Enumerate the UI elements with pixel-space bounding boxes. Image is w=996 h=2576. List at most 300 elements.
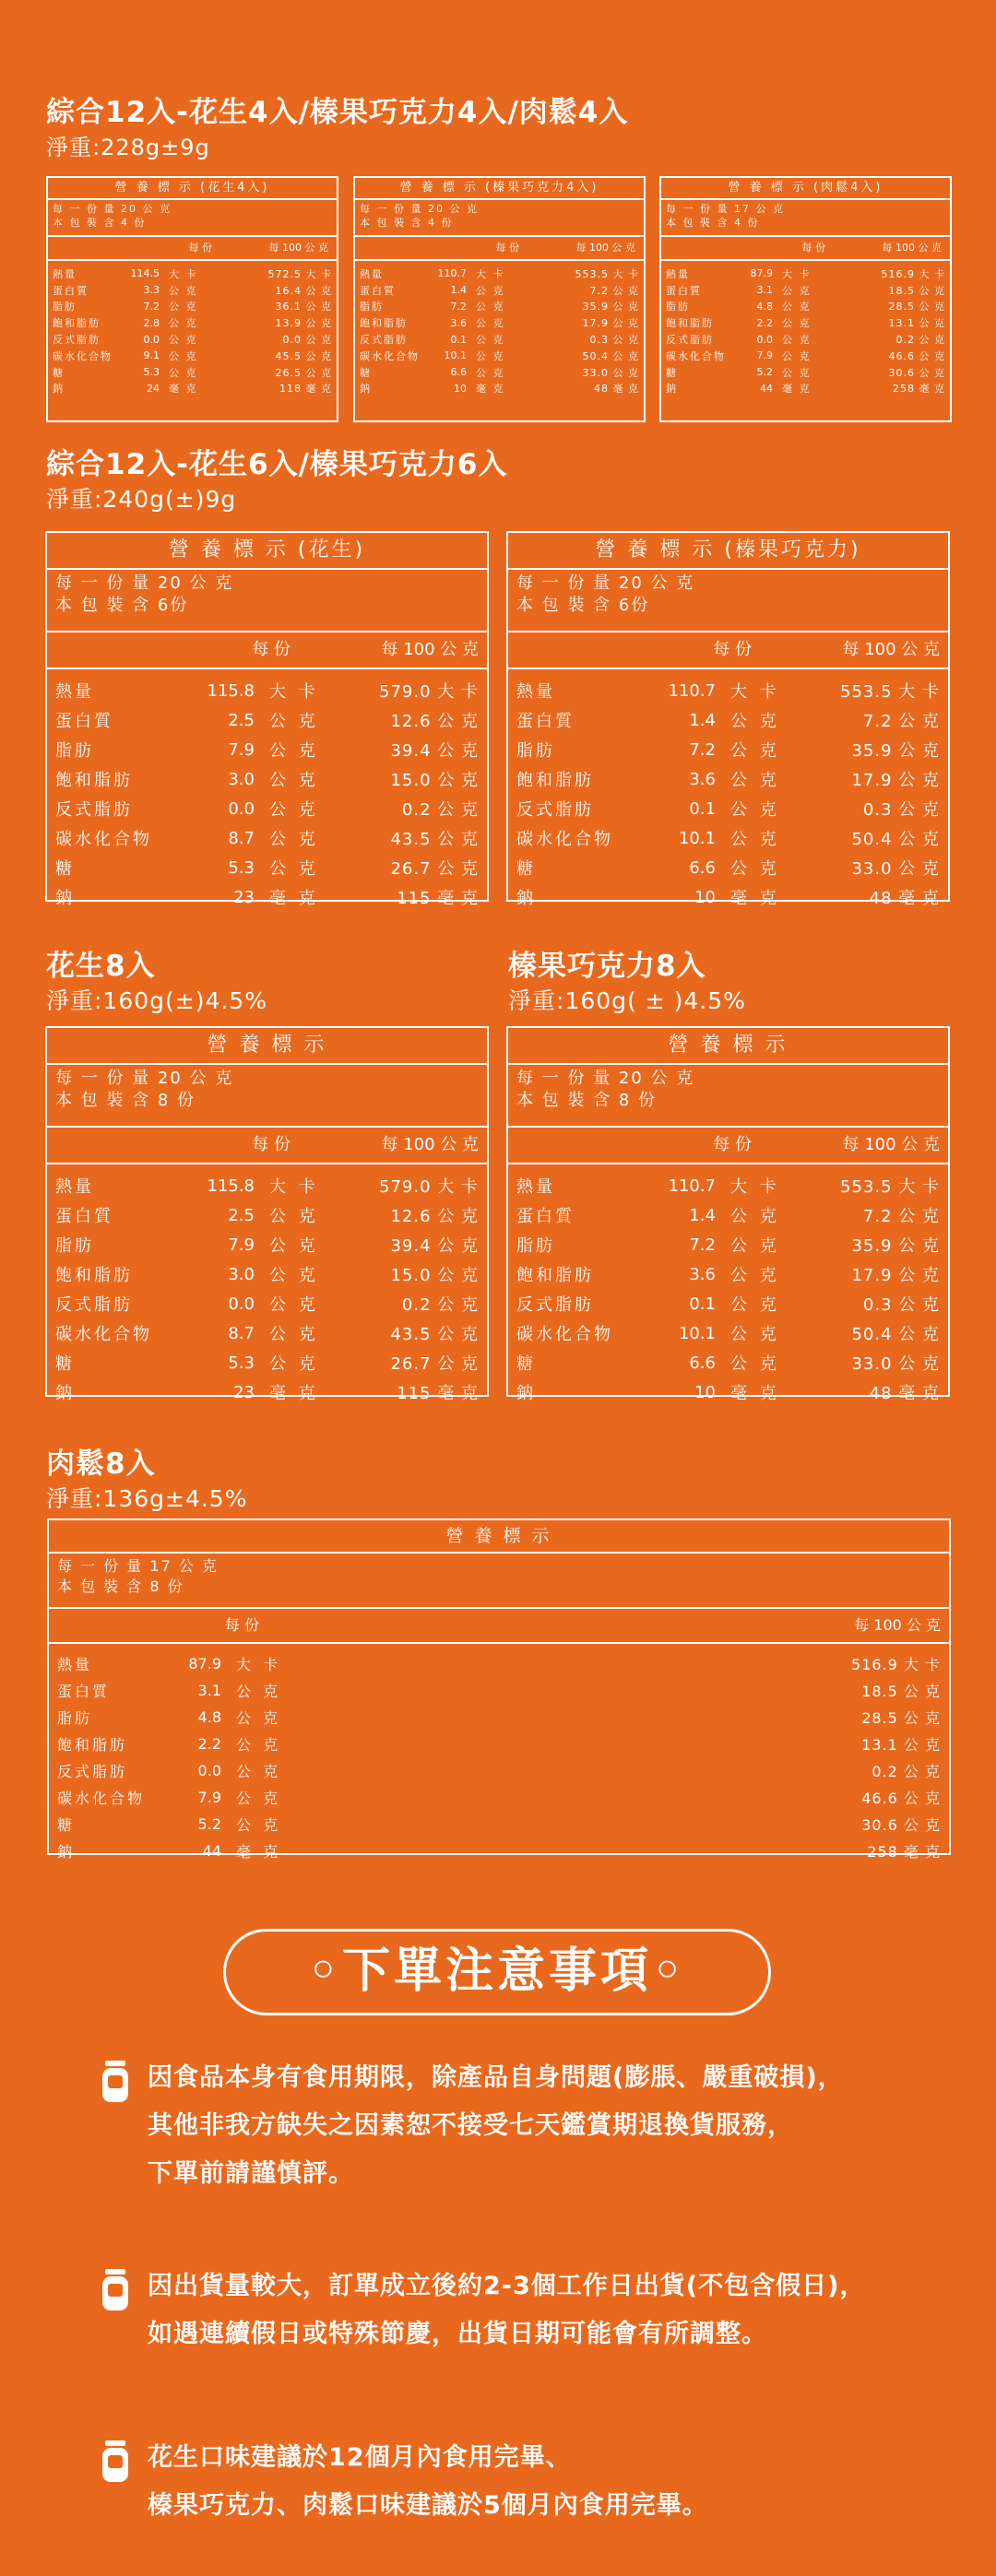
per-serving-value: 2.5 (228, 710, 255, 730)
notice-item (101, 2054, 931, 2202)
notice-item (101, 2263, 931, 2364)
per-100g-value: 30.6 公 克 (861, 1816, 941, 1834)
per-100g-value: 0.3 公 克 (589, 334, 639, 347)
nutrient-label: 鈉 (666, 383, 678, 396)
per-serving-unit: 公 克 (169, 317, 198, 330)
per-serving-value: 0.0 (228, 1294, 255, 1314)
nutrient-label: 飽和脂肪 (53, 317, 101, 330)
nutrient-row (508, 705, 948, 735)
serving-info (47, 570, 487, 632)
pack-count: 本 包 裝 含 6份 (516, 596, 650, 615)
nutrition-table (46, 176, 338, 422)
per-100g-value: 115 毫 克 (397, 1384, 479, 1403)
nutrient-row (48, 331, 337, 348)
per-serving-unit: 大 卡 (269, 682, 319, 702)
nutrient-row (355, 331, 644, 348)
nutrient-label: 反式脂肪 (57, 1763, 128, 1780)
per-serving-unit: 大 卡 (730, 682, 780, 702)
per-serving-unit: 公 克 (269, 1295, 319, 1315)
per-100g-value: 43.5 公 克 (390, 830, 479, 849)
section-title: 榛果巧克力8入 (508, 950, 706, 983)
nutrient-label: 糖 (53, 366, 65, 379)
per-100g-value: 516.9 大 卡 (881, 267, 945, 280)
serving-info (508, 570, 948, 632)
per-serving-unit: 公 克 (782, 349, 812, 362)
nutrient-row (47, 764, 487, 794)
per-serving-unit: 公 克 (782, 334, 812, 347)
col-per-serving: 每 份 (801, 242, 825, 254)
column-header (355, 237, 644, 261)
per-serving-unit: 公 克 (476, 317, 505, 330)
jar-icon (101, 2268, 129, 2312)
nutrient-label: 反式脂肪 (516, 1295, 594, 1315)
per-serving-unit: 公 克 (476, 301, 505, 313)
nutrient-label: 脂肪 (516, 1236, 555, 1256)
nutrient-row (355, 299, 644, 315)
nutrient-row (47, 794, 487, 823)
nutrient-label: 反式脂肪 (360, 334, 408, 347)
nutrient-row (48, 348, 337, 364)
nutrient-row (47, 1171, 487, 1200)
column-header (49, 1609, 949, 1644)
nutrient-label: 蛋白質 (516, 712, 575, 731)
per-100g-value: 7.2 公 克 (862, 712, 940, 731)
nutrient-row (355, 381, 644, 397)
per-serving-unit: 公 克 (730, 1236, 780, 1256)
per-serving-value: 24 (147, 382, 160, 395)
serving-size: 每 一 份 量 20 公 克 (53, 203, 172, 215)
nutrient-label: 碳水化合物 (360, 349, 420, 362)
nutrient-row (47, 1377, 487, 1407)
per-100g-value: 50.4 公 克 (582, 349, 639, 362)
per-100g-value: 46.6 公 克 (861, 1790, 941, 1807)
per-serving-unit: 公 克 (730, 741, 780, 761)
per-100g-value: 50.4 公 克 (851, 830, 940, 849)
nutrient-label: 熱量 (666, 267, 690, 280)
per-serving-value: 2.5 (228, 1205, 255, 1225)
per-serving-value: 6.6 (689, 1353, 716, 1373)
per-serving-value: 7.2 (450, 300, 467, 313)
per-serving-value: 10.1 (678, 1323, 716, 1343)
per-serving-value: 7.9 (228, 1235, 255, 1255)
nutrient-label: 熱量 (360, 267, 384, 280)
nutrient-label: 熱量 (516, 1177, 555, 1197)
table-header: 營 養 標 示 (49, 1520, 949, 1554)
section-title: 綜合12入-花生4入/榛果巧克力4入/肉鬆4入 (46, 96, 629, 129)
nutrient-row (49, 1784, 949, 1811)
pack-count: 本 包 裝 含 6份 (55, 596, 189, 615)
per-serving-unit: 公 克 (782, 317, 812, 330)
per-100g-value: 516.9 大 卡 (851, 1656, 941, 1673)
table-header: 營 養 標 示 (肉鬆4入) (661, 178, 950, 200)
serving-info (661, 200, 950, 237)
per-serving-value: 87.9 (750, 267, 773, 280)
per-serving-unit: 公 克 (269, 1354, 319, 1374)
per-serving-unit: 公 克 (269, 712, 319, 731)
nutrient-label: 反式脂肪 (55, 1295, 133, 1315)
nutrient-label: 脂肪 (53, 301, 77, 313)
notice-title: ◦下單注意事項◦ (223, 1929, 771, 2015)
nutrient-label: 糖 (516, 859, 536, 879)
per-100g-value: 12.6 公 克 (390, 1207, 479, 1226)
per-100g-value: 28.5 公 克 (861, 1709, 941, 1727)
per-serving-unit: 毫 克 (169, 383, 198, 396)
net-weight: 淨重:160g(±)4.5% (46, 987, 267, 1014)
per-100g-value: 13.1 公 克 (888, 317, 945, 330)
per-100g-value: 39.4 公 克 (390, 1236, 479, 1256)
per-serving-unit: 大 卡 (782, 267, 812, 280)
per-100g-value: 26.5 公 克 (275, 366, 332, 379)
per-serving-unit: 毫 克 (236, 1843, 282, 1861)
per-100g-value: 16.4 公 克 (275, 284, 332, 297)
per-serving-value: 110.7 (668, 680, 716, 701)
per-serving-value: 10 (694, 1382, 716, 1402)
per-serving-unit: 公 克 (730, 859, 780, 879)
nutrient-row (508, 823, 948, 853)
per-serving-value: 0.1 (689, 798, 716, 819)
col-per-100g: 每 100 公 克 (268, 242, 328, 254)
nutrient-row (48, 381, 337, 397)
nutrient-label: 熱量 (55, 682, 94, 702)
per-100g-value: 0.0 公 克 (282, 334, 332, 347)
nutrient-row (48, 266, 337, 282)
nutrient-row (47, 1230, 487, 1259)
nutrient-row (661, 331, 950, 348)
pack-count: 本 包 裝 含 4 份 (53, 217, 147, 229)
per-100g-value: 0.2 公 克 (872, 1763, 941, 1780)
nutrient-label: 飽和脂肪 (666, 317, 714, 330)
nutrient-label: 糖 (55, 859, 75, 879)
per-serving-value: 10 (694, 887, 716, 907)
nutrient-label: 碳水化合物 (55, 830, 152, 849)
table-header: 營 養 標 示 (花生4入) (48, 178, 337, 200)
nutrient-row (508, 764, 948, 794)
notice-line: 如遇連續假日或特殊節慶，出貨日期可能會有所調整。 (148, 2320, 767, 2348)
nutrient-row (47, 1259, 487, 1289)
per-serving-unit: 大 卡 (236, 1656, 282, 1673)
col-per-100g: 每 100 公 克 (381, 640, 479, 659)
per-serving-unit: 公 克 (236, 1736, 282, 1754)
per-serving-value: 7.9 (228, 739, 255, 760)
per-serving-value: 3.6 (689, 769, 716, 789)
nutrient-rows (48, 261, 337, 396)
nutrient-label: 脂肪 (55, 1236, 94, 1256)
nutrition-table (506, 531, 950, 908)
nutrient-row (508, 853, 948, 882)
per-serving-unit: 公 克 (169, 349, 198, 362)
nutrient-row (49, 1811, 949, 1837)
net-weight: 淨重:160g( ± )4.5% (508, 987, 746, 1014)
per-100g-value: 17.9 公 克 (851, 1266, 940, 1285)
per-serving-value: 3.0 (228, 1264, 255, 1284)
per-100g-value: 0.3 公 克 (862, 800, 940, 820)
notice-text (148, 2263, 865, 2358)
per-100g-value: 0.3 公 克 (862, 1295, 940, 1315)
nutrient-row (47, 1348, 487, 1377)
per-serving-value: 6.6 (450, 366, 467, 379)
per-serving-value: 5.3 (228, 1353, 255, 1373)
nutrient-label: 飽和脂肪 (516, 771, 594, 790)
per-100g-value: 36.1 公 克 (275, 301, 332, 313)
per-100g-value: 0.2 公 克 (401, 1295, 479, 1315)
serving-size: 每 一 份 量 17 公 克 (57, 1557, 219, 1575)
per-serving-value: 8.7 (228, 1323, 255, 1343)
column-header (661, 237, 950, 261)
serving-info (48, 200, 337, 237)
nutrient-label: 蛋白質 (55, 1207, 113, 1226)
per-serving-value: 7.9 (197, 1789, 221, 1806)
nutrient-label: 蛋白質 (360, 284, 396, 297)
nutrient-row (48, 299, 337, 315)
notice-item (101, 2434, 931, 2535)
per-serving-value: 4.8 (197, 1708, 221, 1726)
per-serving-unit: 公 克 (782, 301, 812, 313)
per-serving-unit: 公 克 (236, 1763, 282, 1780)
nutrient-label: 反式脂肪 (666, 334, 714, 347)
nutrient-label: 蛋白質 (516, 1207, 575, 1226)
per-serving-value: 5.2 (197, 1815, 221, 1833)
nutrient-row (508, 1377, 948, 1407)
nutrient-row (508, 1171, 948, 1200)
per-100g-value: 15.0 公 克 (390, 1266, 479, 1285)
nutrient-rows (508, 1164, 948, 1407)
per-100g-value: 13.9 公 克 (275, 317, 332, 330)
section-title: 花生8入 (46, 950, 156, 983)
per-serving-unit: 公 克 (476, 284, 505, 297)
per-serving-value: 10.1 (444, 349, 467, 362)
per-serving-unit: 毫 克 (782, 383, 812, 396)
nutrient-label: 糖 (666, 366, 678, 379)
pack-count: 本 包 裝 含 4 份 (666, 217, 760, 229)
section-title: 綜合12入-花生6入/榛果巧克力6入 (46, 448, 508, 481)
nutrient-row (508, 794, 948, 823)
per-100g-value: 258 毫 克 (867, 1843, 941, 1861)
per-100g-value: 553.5 大 卡 (840, 1177, 940, 1197)
col-per-serving: 每 份 (252, 1135, 290, 1154)
per-serving-value: 7.2 (143, 300, 160, 313)
nutrient-label: 熱量 (55, 1177, 94, 1197)
per-serving-unit: 毫 克 (730, 1384, 780, 1403)
nutrient-row (49, 1677, 949, 1704)
nutrient-label: 糖 (55, 1354, 75, 1374)
per-serving-unit: 公 克 (236, 1790, 282, 1807)
nutrient-row (48, 364, 337, 381)
nutrition-table (47, 1518, 951, 1861)
table-header: 營 養 標 示 (47, 1028, 487, 1065)
per-serving-unit: 公 克 (269, 830, 319, 849)
per-serving-unit: 公 克 (730, 1325, 780, 1344)
per-serving-value: 0.1 (450, 333, 467, 346)
nutrient-row (49, 1757, 949, 1784)
per-serving-value: 3.1 (756, 284, 773, 297)
per-serving-value: 115.8 (207, 680, 255, 701)
column-header (48, 237, 337, 261)
section-title: 肉鬆8入 (46, 1448, 156, 1481)
table-header: 營 養 標 示 (花生) (47, 533, 487, 570)
net-weight: 淨重:240g(±)9g (46, 486, 237, 513)
per-serving-unit: 公 克 (269, 1207, 319, 1226)
per-serving-unit: 公 克 (169, 301, 198, 313)
nutrient-label: 脂肪 (55, 741, 94, 761)
per-serving-unit: 公 克 (269, 741, 319, 761)
nutrient-label: 熱量 (57, 1656, 93, 1673)
per-100g-value: 43.5 公 克 (390, 1325, 479, 1344)
nutrient-row (508, 676, 948, 705)
nutrient-label: 飽和脂肪 (55, 771, 133, 790)
nutrient-label: 碳水化合物 (666, 349, 726, 362)
per-serving-unit: 大 卡 (730, 1177, 780, 1197)
nutrient-row (508, 1200, 948, 1230)
per-serving-value: 7.2 (689, 739, 716, 760)
per-serving-unit: 公 克 (236, 1709, 282, 1727)
col-per-100g: 每 100 公 克 (842, 1135, 940, 1154)
nutrient-row (661, 282, 950, 299)
per-serving-value: 3.6 (450, 316, 467, 329)
nutrient-row (355, 266, 644, 282)
notice-text (148, 2054, 844, 2198)
nutrient-label: 飽和脂肪 (516, 1266, 594, 1285)
per-100g-value: 13.1 公 克 (861, 1736, 941, 1754)
per-serving-value: 6.6 (689, 857, 716, 878)
per-serving-unit: 公 克 (476, 366, 505, 379)
nutrient-label: 熱量 (53, 267, 77, 280)
nutrient-label: 碳水化合物 (57, 1790, 146, 1807)
per-100g-value: 572.5 大 卡 (267, 267, 332, 280)
nutrient-label: 脂肪 (516, 741, 555, 761)
nutrient-label: 鈉 (57, 1843, 76, 1861)
notice-line: 榛果巧克力、肉鬆口味建議於5個月內食用完畢。 (148, 2491, 708, 2520)
nutrient-label: 蛋白質 (55, 712, 113, 731)
column-header (508, 632, 948, 669)
nutrient-row (508, 1259, 948, 1289)
per-serving-unit: 公 克 (169, 284, 198, 297)
nutrient-row (47, 735, 487, 764)
notice-line: 因食品本身有食用期限，除產品自身問題(膨脹、嚴重破損)， (148, 2063, 844, 2092)
col-per-100g: 每 100 公 克 (854, 1616, 941, 1634)
per-serving-unit: 公 克 (730, 712, 780, 731)
per-100g-value: 35.9 公 克 (851, 1236, 940, 1256)
column-header (47, 632, 487, 669)
per-serving-value: 3.0 (228, 769, 255, 789)
serving-size: 每 一 份 量 17 公 克 (666, 203, 785, 215)
per-serving-value: 5.3 (228, 857, 255, 878)
per-serving-unit: 公 克 (730, 1207, 780, 1226)
per-100g-value: 48 毫 克 (594, 383, 639, 396)
nutrient-label: 反式脂肪 (516, 800, 594, 820)
per-serving-unit: 毫 克 (476, 383, 505, 396)
per-serving-unit: 公 克 (476, 334, 505, 347)
per-serving-unit: 公 克 (169, 334, 198, 347)
nutrient-row (508, 1348, 948, 1377)
per-serving-unit: 公 克 (730, 771, 780, 790)
nutrient-row (661, 314, 950, 331)
per-serving-unit: 公 克 (236, 1816, 282, 1834)
per-serving-unit: 公 克 (269, 800, 319, 820)
net-weight: 淨重:228g±9g (46, 135, 210, 160)
per-serving-value: 4.8 (756, 300, 773, 313)
per-serving-value: 1.4 (450, 284, 467, 297)
per-100g-value: 33.0 公 克 (851, 859, 940, 879)
per-serving-unit: 毫 克 (269, 889, 319, 908)
per-100g-value: 553.5 大 卡 (575, 267, 639, 280)
per-serving-unit: 公 克 (476, 349, 505, 362)
column-header (508, 1128, 948, 1164)
per-serving-value: 1.4 (689, 710, 716, 730)
notice-line: 花生口味建議於12個月內食用完畢、 (148, 2443, 572, 2472)
notice-line: 其他非我方缺失之因素恕不接受七天鑑賞期退換貨服務， (148, 2111, 793, 2140)
per-serving-unit: 公 克 (782, 284, 812, 297)
nutrient-rows (508, 669, 948, 912)
nutrition-table (659, 176, 952, 422)
per-serving-value: 10 (454, 382, 467, 395)
nutrient-rows (661, 261, 950, 396)
per-serving-value: 0.0 (756, 333, 773, 346)
nutrient-row (508, 1230, 948, 1259)
per-serving-value: 7.9 (756, 349, 773, 362)
nutrient-label: 鈉 (55, 1384, 75, 1403)
per-serving-value: 7.2 (689, 1235, 716, 1255)
serving-info (355, 200, 644, 237)
per-100g-value: 26.7 公 克 (390, 1354, 479, 1374)
per-serving-value: 0.1 (689, 1294, 716, 1314)
per-serving-unit: 公 克 (269, 859, 319, 879)
nutrient-row (661, 299, 950, 315)
nutrition-table (506, 1026, 950, 1403)
nutrient-row (49, 1731, 949, 1757)
per-100g-value: 26.7 公 克 (390, 859, 479, 879)
per-serving-value: 23 (233, 887, 255, 907)
per-serving-unit: 公 克 (730, 1295, 780, 1315)
per-100g-value: 39.4 公 克 (390, 741, 479, 761)
nutrient-row (355, 348, 644, 364)
nutrient-row (508, 735, 948, 764)
per-serving-unit: 大 卡 (476, 267, 505, 280)
per-100g-value: 7.2 公 克 (862, 1207, 940, 1226)
per-serving-unit: 公 克 (730, 830, 780, 849)
per-100g-value: 33.0 公 克 (851, 1354, 940, 1374)
nutrient-label: 鈉 (516, 1384, 536, 1403)
net-weight: 淨重:136g±4.5% (46, 1485, 248, 1512)
table-header: 營 養 標 示 (榛果巧克力4入) (355, 178, 644, 200)
per-100g-value: 579.0 大 卡 (379, 1177, 479, 1197)
per-serving-value: 3.6 (689, 1264, 716, 1284)
nutrient-row (508, 1318, 948, 1348)
nutrient-label: 鈉 (360, 383, 372, 396)
per-serving-value: 44 (760, 382, 773, 395)
col-per-100g: 每 100 公 克 (381, 1135, 479, 1154)
nutrient-row (47, 882, 487, 912)
nutrient-rows (47, 669, 487, 912)
nutrient-row (47, 1318, 487, 1348)
per-serving-value: 110.7 (668, 1176, 716, 1196)
per-serving-unit: 公 克 (782, 366, 812, 379)
notice-line: 下單前請謹慎評。 (148, 2159, 354, 2188)
serving-size: 每 一 份 量 20 公 克 (55, 1069, 234, 1088)
nutrient-row (49, 1837, 949, 1864)
per-serving-value: 2.8 (143, 316, 160, 329)
nutrient-label: 鈉 (516, 889, 536, 908)
per-100g-value: 17.9 公 克 (851, 771, 940, 790)
nutrient-row (661, 381, 950, 397)
per-serving-value: 3.3 (143, 284, 160, 297)
nutrient-label: 糖 (360, 366, 372, 379)
serving-info (508, 1065, 948, 1128)
per-serving-unit: 大 卡 (269, 1177, 319, 1197)
nutrient-row (508, 882, 948, 912)
per-100g-value: 115 毫 克 (397, 889, 479, 908)
notice-text (148, 2434, 708, 2530)
per-100g-value: 258 毫 克 (893, 383, 945, 396)
